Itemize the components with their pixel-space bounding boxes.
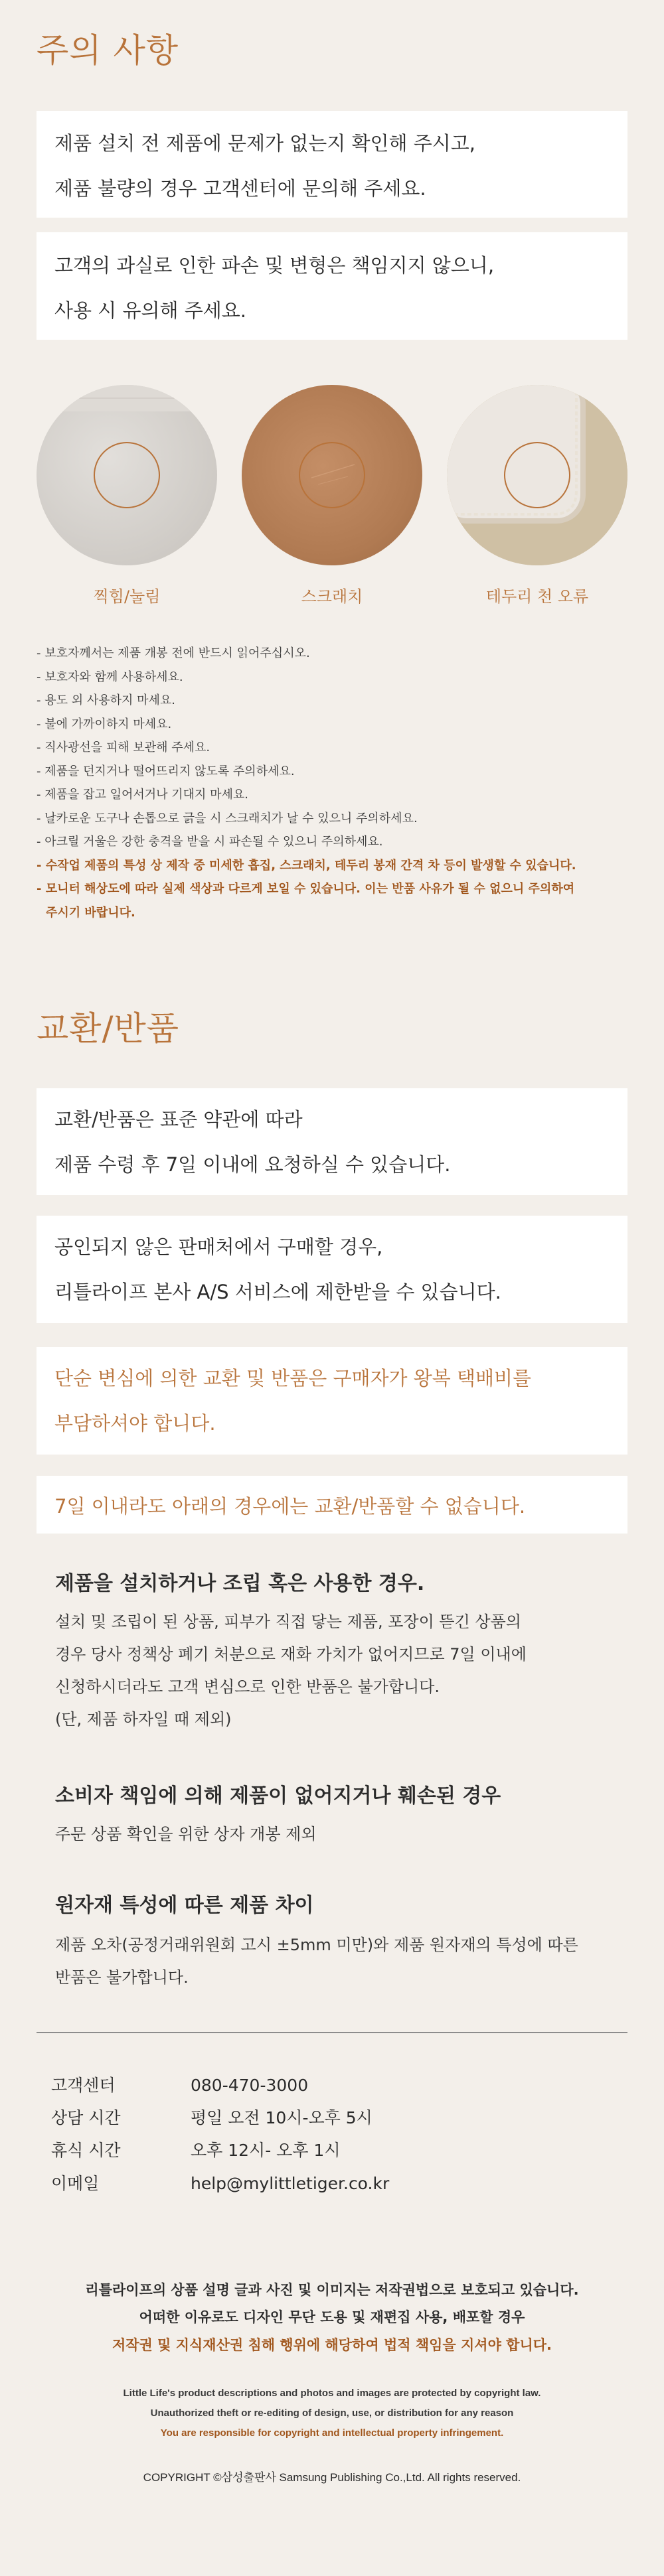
highlight-ring	[299, 442, 365, 508]
caution-notes	[37, 642, 634, 924]
divider	[37, 2032, 627, 2033]
copyright-notice-en: Unauthorized theft or re-editing of design, use, or distribution for any reason	[150, 2407, 514, 2419]
caution-note: - 날카로운 도구나 손톱으로 긁을 시 스크래치가 날 수 있으니 주의하세요.	[37, 811, 418, 825]
copyright-notice-en: Little Life's product descriptions and photos and images are protected by copyright law.	[123, 2388, 541, 2399]
contact-phone: 고객센터 080-470-3000	[51, 2076, 309, 2095]
caution-note: - 불에 가까이하지 마세요.	[37, 717, 172, 731]
copyright-line: COPYRIGHT ©삼성출판사 Samsung Publishing Co.,Ltd. All rights reserved.	[143, 2471, 521, 2484]
card-line: 단순 변심에 의한 교환 및 반품은 구매자가 왕복 택배비를	[54, 1367, 532, 1390]
card-line: 공인되지 않은 판매처에서 구매할 경우,	[54, 1236, 383, 1258]
caution-note: - 아크릴 거울은 강한 충격을 받을 시 파손될 수 있으니 주의하세요.	[37, 835, 383, 849]
exchange-card-2	[37, 1216, 627, 1323]
case-heading: 소비자 책임에 의해 제품이 없어지거나 훼손된 경우	[55, 1784, 501, 1808]
exchange-card-1	[37, 1088, 627, 1195]
copyright-notice-ko: 저작권 및 지식재산권 침해 행위에 해당하여 법적 책임을 지셔야 합니다.	[112, 2337, 552, 2353]
case-body: 제품 오차(공정거래위원회 고시 ±5mm 미만)와 제품 원자재의 특성에 따른 반품은 불가합니다.	[55, 1936, 578, 1987]
card-line: 고객의 과실로 인한 파손 및 변형은 책임지지 않으니,	[54, 254, 495, 277]
dent-closeup-image	[37, 385, 217, 565]
contact-hours: 상담 시간 평일 오전 10시-오후 5시	[51, 2108, 373, 2127]
image-caption: 스크래치	[301, 587, 363, 606]
scratch-closeup-image	[242, 385, 422, 565]
email-link[interactable]: help@mylittletiger.co.kr	[191, 2174, 390, 2193]
card-line: 제품 설치 전 제품에 문제가 없는지 확인해 주시고,	[54, 132, 476, 155]
card-line: 제품 수령 후 7일 이내에 요청하실 수 있습니다.	[54, 1153, 451, 1176]
copyright-notice-ko: 리틀라이프의 상품 설명 글과 사진 및 이미지는 저작권법으로 보호되고 있습니다.	[85, 2282, 579, 2298]
card-line: 교환/반품은 표준 약관에 따라	[54, 1108, 303, 1131]
exchange-title: 교환/반품	[37, 1009, 180, 1048]
edge-fabric-closeup-image	[447, 385, 627, 565]
case-body: 주문 상품 확인을 위한 상자 개봉 제외	[55, 1825, 317, 1843]
caution-note: 주시기 바랍니다.	[46, 905, 135, 920]
copyright-notice-en: You are responsible for copyright and intellectual property infringement.	[160, 2427, 504, 2439]
caution-note: - 수작업 제품의 특성 상 제작 중 미세한 흡집, 스크래치, 테두리 봉재 간격 차 등이 발생할 수 있습니다.	[37, 858, 576, 873]
card-line: 제품 불량의 경우 고객센터에 문의해 주세요.	[54, 177, 426, 200]
caution-note: - 보호자께서는 제품 개봉 전에 반드시 읽어주십시오.	[37, 646, 310, 660]
caution-card-2	[37, 232, 627, 340]
caution-card-1	[37, 111, 627, 218]
copyright-notice-ko: 어떠한 이유로도 디자인 무단 도용 및 재편집 사용, 배포할 경우	[139, 2309, 525, 2325]
image-caption: 테두리 천 오류	[485, 587, 589, 606]
exchange-card-shipping	[37, 1347, 627, 1455]
case-heading: 제품을 설치하거나 조립 혹은 사용한 경우.	[55, 1572, 425, 1595]
case-body: 설치 및 조립이 된 상품, 피부가 직접 닿는 제품, 포장이 뜯긴 상품의 경우 당사 정책상 폐기 처분으로 재화 가치가 없어지므로 7일 이내에 신청하시더라도 고객 변심으로 인한 반품은 불가합니다. (단, 제품 하자일 때 제외)	[55, 1612, 527, 1729]
caution-note: - 제품을 잡고 일어서거나 기대지 마세요.	[37, 788, 249, 802]
contact-break: 휴식 시간 오후 12시- 오후 1시	[51, 2141, 341, 2160]
contact-email: 이메일 help@mylittletiger.co.kr	[51, 2174, 390, 2193]
card-line: 리틀라이프 본사 A/S 서비스에 제한받을 수 있습니다.	[54, 1281, 501, 1303]
caution-note: - 보호자와 함께 사용하세요.	[37, 670, 183, 684]
card-line: 부담하셔야 합니다.	[54, 1412, 216, 1435]
caution-note: - 제품을 던지거나 떨어뜨리지 않도록 주의하세요.	[37, 764, 295, 778]
case-heading: 원자재 특성에 따른 제품 차이	[55, 1894, 314, 1917]
card-line: 사용 시 유의해 주세요.	[54, 299, 246, 322]
caution-note: - 직사광선을 피해 보관해 주세요.	[37, 741, 210, 754]
highlight-ring	[94, 442, 160, 508]
image-caption: 찍힘/눌림	[93, 587, 161, 606]
caution-note: - 모니터 해상도에 따라 실제 색상과 다르게 보일 수 있습니다. 이는 반품 사유가 될 수 없으니 주의하여	[37, 882, 575, 896]
card-line: 7일 이내라도 아래의 경우에는 교환/반품할 수 없습니다.	[54, 1495, 526, 1518]
caution-note: - 용도 외 사용하지 마세요.	[37, 693, 175, 707]
caution-title: 주의 사항	[37, 31, 179, 70]
highlight-ring	[504, 442, 570, 508]
exchange-card-restriction	[37, 1476, 627, 1534]
